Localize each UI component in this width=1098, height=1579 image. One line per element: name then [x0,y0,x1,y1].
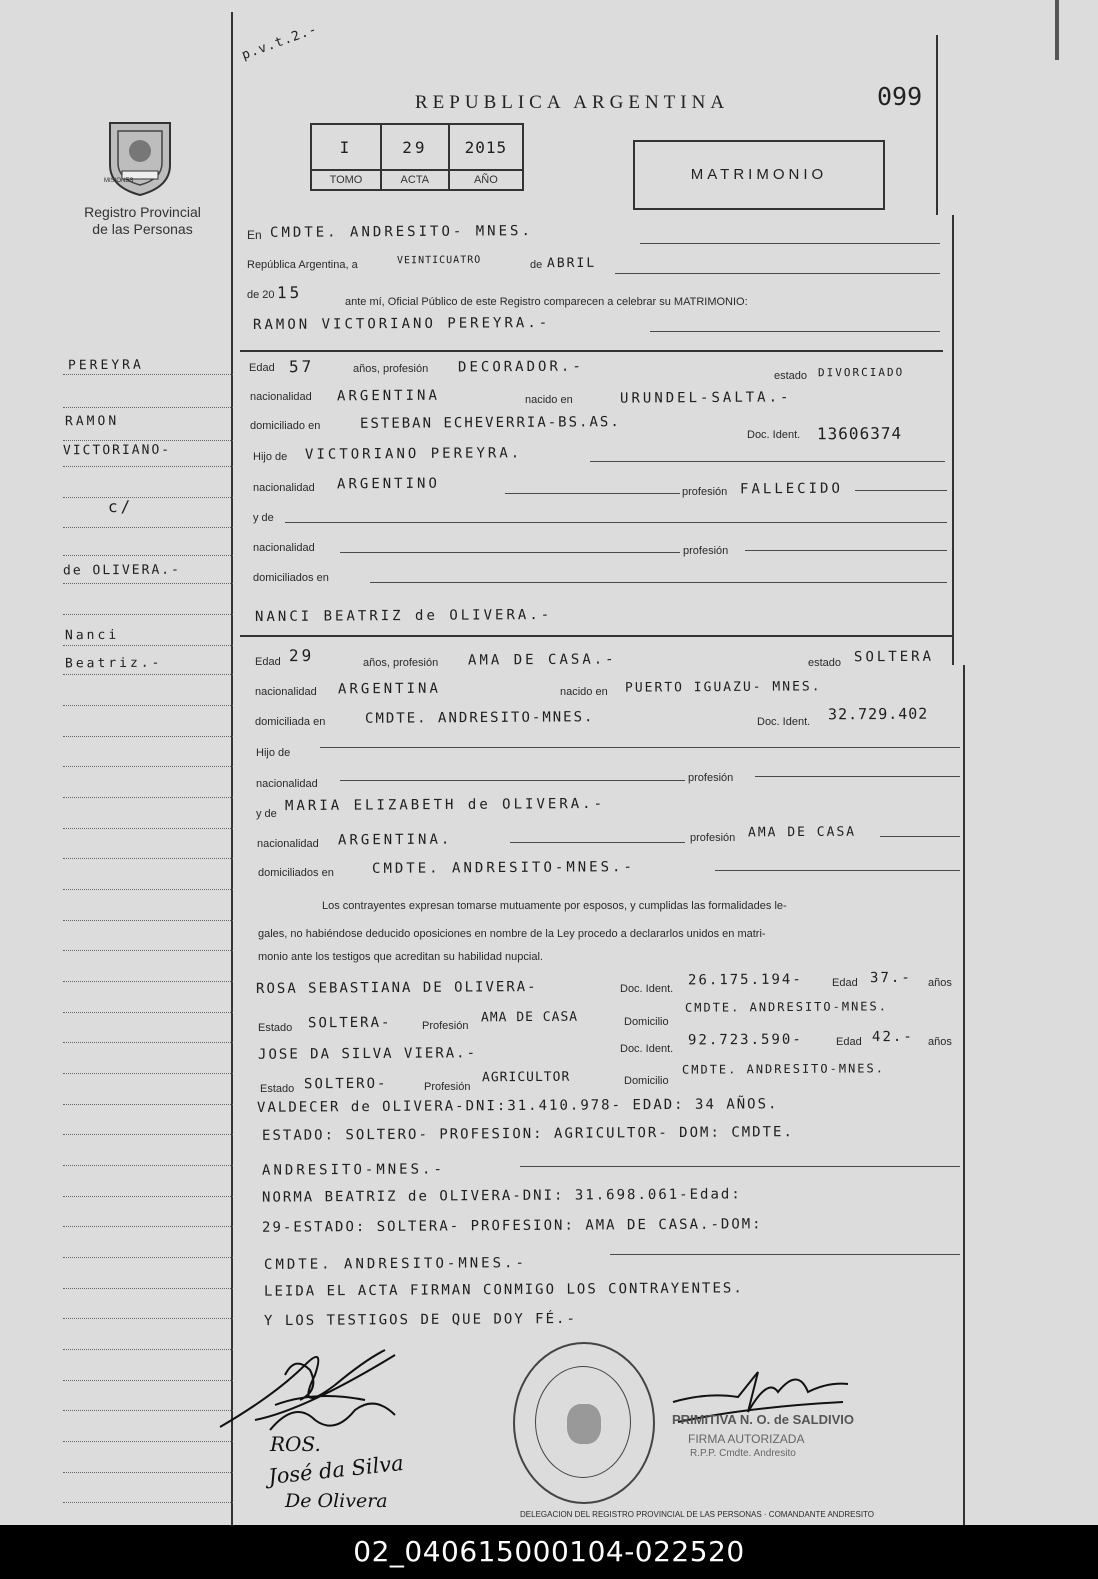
bride-madre-prof: AMA DE CASA [747,824,857,841]
groom-domiciliado-label: domiciliado en [250,420,321,432]
margin-note-3: VICTORIANO- [62,442,172,459]
bride-doc: 32.729.402 [827,704,929,724]
witness-2-estado-label: Estado [260,1083,295,1095]
place: CMDTE. ANDRESITO- MNES. [269,223,533,241]
additional-line-1: VALDECER de OLIVERA-DNI:31.410.978- EDAD: 34 AÑOS. [256,1096,779,1116]
additional-line-4: NORMA BEATRIZ de OLIVERA-DNI: 31.698.061-Edad: [261,1186,742,1206]
bride-y-de-label: y de [256,808,277,820]
acta-label: ACTA [381,170,449,190]
ano-value: 2015 [449,124,523,170]
official-stamp-name: PRIMITIVA N. O. de SALDIVIO [672,1412,855,1427]
right-border-top [936,35,938,215]
bride-padre-prof-label: profesión [688,772,734,784]
acta-value: 29 [381,124,449,170]
bride-madre: MARIA ELIZABETH de OLIVERA.- [284,795,606,815]
additional-line-5: 29-ESTADO: SOLTERA- PROFESION: AMA DE CASA.-DOM: [261,1216,763,1236]
declaration-line-1: Los contrayentes expresan tomarse mutuamente por esposos, y cumplidas las formalidades le- [322,900,787,912]
left-border [231,12,233,1525]
groom-hijo-de-label: Hijo de [253,451,288,463]
bride-madre-nac: ARGENTINA. [337,831,453,849]
bride-domiciliada-label: domiciliada en [255,716,326,728]
seal-text: MISIONES [104,178,134,184]
margin-note-6: Nanci [64,627,120,644]
witness-2-name: JOSE DA SILVA VIERA.- [257,1045,478,1063]
official-stamp-role: FIRMA AUTORIZADA [688,1432,805,1446]
groom-doc: 13606374 [816,423,903,444]
registry-line-1: Registro Provincial [84,204,201,220]
bride-doc-label: Doc. Ident. [757,716,811,728]
margin-note-1: PEREYRA [67,357,144,374]
tomo-label: TOMO [311,170,381,190]
corner-note: p.v.t.2.- [239,21,320,64]
witness-2-anos-label: años [928,1036,952,1048]
groom-domicilio: ESTEBAN ECHEVERRIA-BS.AS. [359,414,621,432]
groom-edad-label: Edad [249,362,275,374]
additional-line-2: ESTADO: SOLTERO- PROFESION: AGRICULTOR- DOM: CMDTE. [261,1124,794,1144]
registry-line-2: de las Personas [92,221,193,237]
groom-doc-label: Doc. Ident. [747,429,801,441]
groom-domiciliados-label: domiciliados en [253,572,329,584]
witness-1-anos-label: años [928,977,952,989]
footer-id: 02_040615000104-022520 [0,1525,1098,1579]
groom-nacionalidad-label: nacionalidad [250,391,312,403]
registry-round-seal [513,1342,655,1504]
groom-padre-nac: ARGENTINO [336,475,440,493]
round-seal-text: DELEGACION DEL REGISTRO PROVINCIAL DE LAS PERSONAS · COMANDANTE ANDRESITO [520,1510,874,1519]
year-prefix: de 20 [247,289,275,301]
bride-profesion: AMA DE CASA.- [467,651,617,669]
groom-padre: VICTORIANO PEREYRA. [304,445,523,463]
additional-line-3: ANDRESITO-MNES.- [261,1161,445,1179]
groom-estado-label: estado [774,370,808,382]
witness-1-domicilio-label: Domicilio [624,1016,669,1028]
signature-jose: José da Silva [267,1450,405,1490]
groom-estado: DIVORCIADO [817,365,905,380]
witness-1-doc: 26.175.194- [687,971,803,989]
bride-hijo-de-label: Hijo de [256,747,291,759]
signature-olivera: De Olivera [285,1490,388,1512]
intro-line2-prefix: República Argentina, a [247,259,358,271]
declaration-line-2: gales, no habiéndose deducido oposiciones en nombre de la Ley procedo a declararlos unidos en matri- [258,928,766,940]
groom-y-de-label: y de [253,512,274,524]
bride-nacionalidad: ARGENTINA [337,680,441,698]
groom-madre-nac-label: nacionalidad [253,542,315,554]
additional-line-8: Y LOS TESTIGOS DE QUE DOY FÉ.- [263,1310,577,1330]
witness-2-profesion-label: Profesión [424,1081,471,1093]
margin-note-5: de OLIVERA.- [62,562,181,579]
day: VEINTICUATRO [396,254,482,267]
bride-madre-prof-label: profesión [690,832,736,844]
witness-2-edad-label: Edad [836,1036,862,1048]
signature-rs: ROS. [270,1432,321,1456]
country-title: REPUBLICA ARGENTINA [415,92,730,113]
groom-full-name: RAMON VICTORIANO PEREYRA.- [252,314,551,334]
witness-2-edad: 42.- [871,1028,914,1046]
margin-note-4: c/ [107,496,134,517]
de-label: de [530,259,543,271]
bride-domicilio: CMDTE. ANDRESITO-MNES. [364,709,595,727]
groom-anos-profesion-label: años, profesión [353,363,429,375]
witness-1-name: ROSA SEBASTIANA DE OLIVERA- [255,979,538,997]
bride-full-name: NANCI BEATRIZ de OLIVERA.- [254,606,553,626]
bride-domiciliados: CMDTE. ANDRESITO-MNES.- [371,859,635,877]
declaration-line-3: monio ante los testigos que acreditan su habilidad nupcial. [258,951,543,963]
witness-1-edad: 37.- [869,969,912,987]
witness-2-domicilio: CMDTE. ANDRESITO-MNES. [681,1061,885,1077]
groom-profesion: DECORADOR.- [457,358,584,376]
en-label: En [247,228,262,242]
witness-2-profesion: AGRICULTOR [481,1069,571,1086]
registry-name [40,204,245,238]
witness-1-estado: SOLTERA- [307,1014,392,1032]
year-suffix: 15 [276,282,303,303]
bride-estado-label: estado [808,657,842,669]
bride-domiciliados-label: domiciliados en [258,867,334,879]
additional-line-7: LEIDA EL ACTA FIRMAN CONMIGO LOS CONTRAYENTES. [263,1280,744,1300]
ano-label: AÑO [449,170,523,190]
groom-padre-prof-label: profesión [682,486,728,498]
act-type-box [633,140,885,210]
official-stamp-office: R.P.P. Cmdte. Andresito [690,1448,796,1459]
groom-nacionalidad: ARGENTINA [336,387,440,405]
groom-edad: 57 [288,356,315,377]
groom-padre-nac-label: nacionalidad [253,482,315,494]
groom-nacido-label: nacido en [525,394,573,406]
province-seal-icon [100,115,180,197]
right-border-bottom [963,665,965,1525]
scan-edge-mark [1055,0,1059,60]
witness-1-profesion-label: Profesión [422,1020,469,1032]
margin-note-2: RAMON [64,413,120,430]
bride-nacionalidad-label: nacionalidad [255,686,317,698]
witness-1-domicilio: CMDTE. ANDRESITO-MNES. [684,999,888,1015]
groom-madre-prof-label: profesión [683,545,729,557]
bride-edad: 29 [288,645,315,666]
bride-nacido: PUERTO IGUAZU- MNES. [624,679,822,696]
bride-padre-nac-label: nacionalidad [256,778,318,790]
month: ABRIL [546,255,597,272]
bride-edad-label: Edad [255,656,281,668]
bride-estado: SOLTERA [853,648,935,666]
witness-2-doc-label: Doc. Ident. [620,1043,674,1055]
additional-line-6: CMDTE. ANDRESITO-MNES.- [263,1255,527,1273]
witness-1-edad-label: Edad [832,977,858,989]
bride-nacido-label: nacido en [560,686,608,698]
right-border-mid [952,215,954,665]
margin-note-7: Beatriz.- [64,655,163,672]
act-type: MATRIMONIO [690,166,828,183]
groom-padre-prof: FALLECIDO [739,480,843,498]
witness-2-doc: 92.723.590- [687,1031,803,1049]
witness-1-profesion: AMA DE CASA [480,1009,579,1026]
intro-line3: ante mí, Oficial Público de este Registro comparecen a celebrar su MATRIMONIO: [345,296,748,308]
witness-1-doc-label: Doc. Ident. [620,983,674,995]
folio-number: 099 [877,82,923,111]
register-box [310,123,524,191]
bride-anos-profesion-label: años, profesión [363,657,439,669]
witness-2-estado: SOLTERO- [303,1075,388,1093]
tomo-value: I [311,124,381,170]
bride-madre-nac-label: nacionalidad [257,838,319,850]
witness-1-estado-label: Estado [258,1022,293,1034]
groom-nacido: URUNDEL-SALTA.- [619,389,792,407]
witness-2-domicilio-label: Domicilio [624,1075,669,1087]
